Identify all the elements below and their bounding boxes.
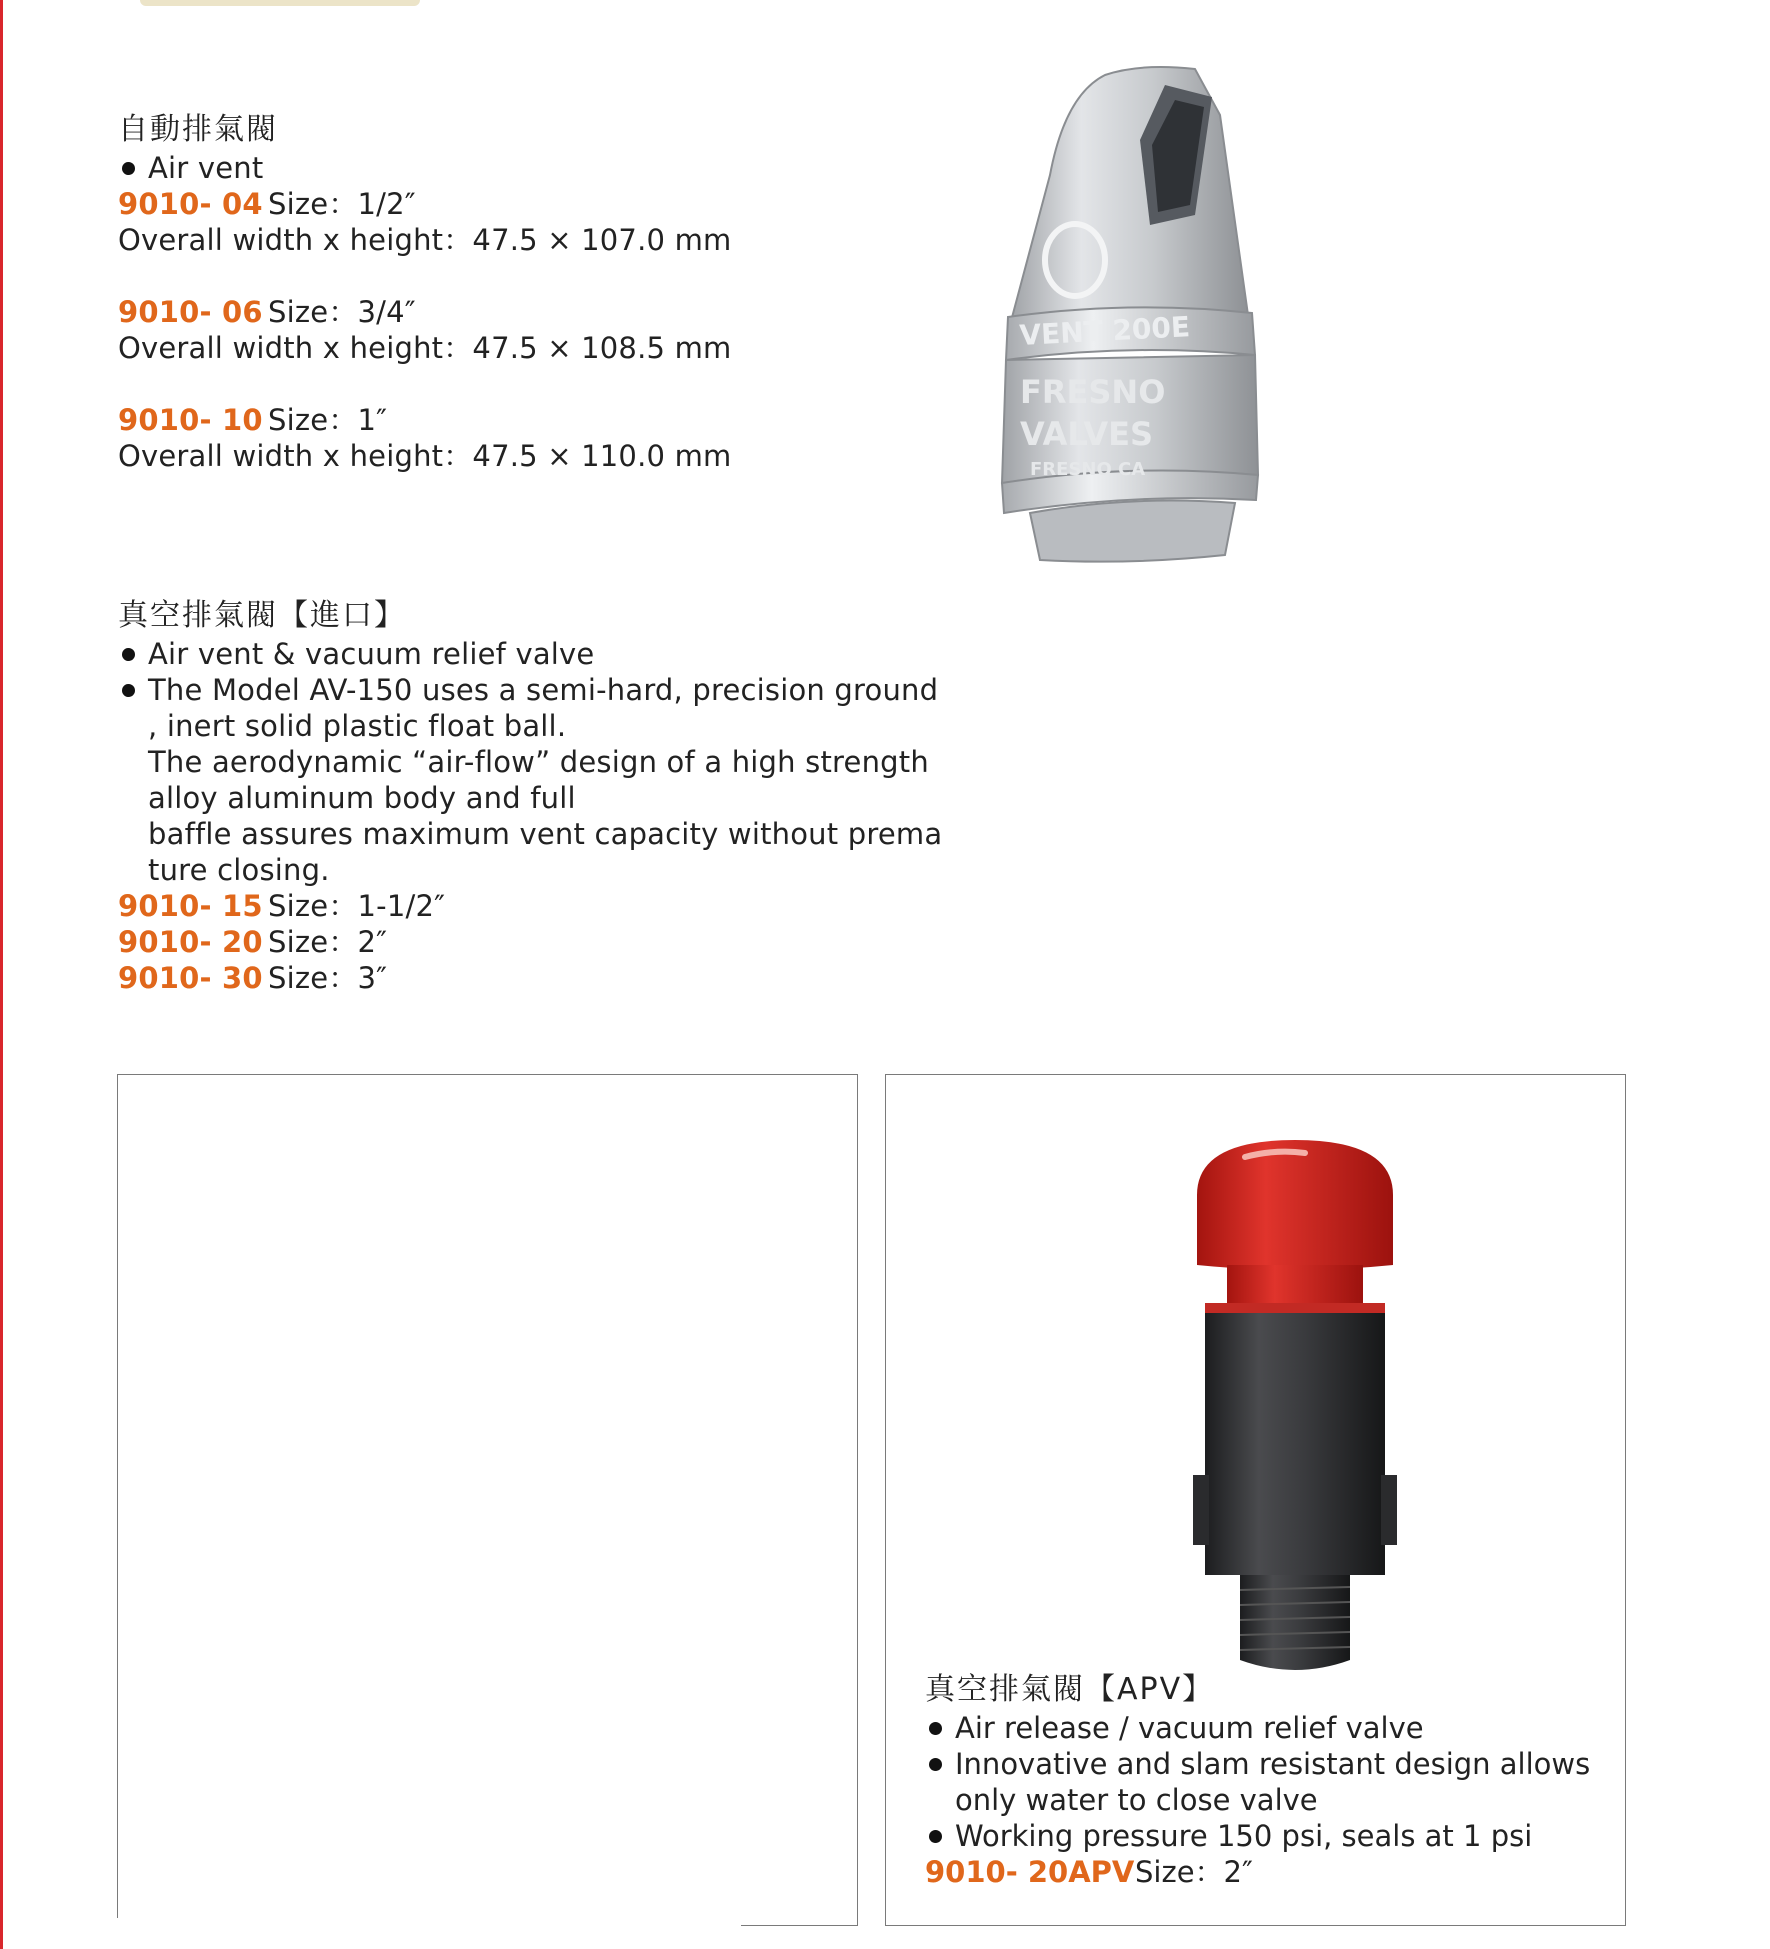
apv-section xyxy=(925,1672,1590,1890)
embossed-text: FRESNO xyxy=(1020,373,1166,411)
description-text: The aerodynamic “air-flow” design of a high strength xyxy=(148,745,929,779)
description-text: only water to close valve xyxy=(955,1783,1318,1817)
product-code: 9010- 20APV xyxy=(925,1855,1135,1889)
product-line xyxy=(118,924,942,960)
section-heading: 真空排氣閥【進口】 xyxy=(118,598,406,633)
product-size: Size：1″ xyxy=(268,403,388,437)
bullet-text: Innovative and slam resistant design allows xyxy=(925,1746,1590,1782)
product-line xyxy=(118,960,942,996)
section-heading: 自動排氣閥 xyxy=(118,112,278,147)
product-size: Size：2″ xyxy=(268,925,388,959)
product-line xyxy=(118,294,731,330)
embossed-text: VALVES xyxy=(1020,415,1154,453)
description-text: alloy aluminum body and full xyxy=(148,781,576,815)
product-size: Size：3″ xyxy=(268,961,388,995)
apv-valve-image xyxy=(1185,1135,1405,1680)
product-line xyxy=(118,888,942,924)
bullet-text: Air vent xyxy=(118,150,731,186)
air-vent-section xyxy=(118,112,731,474)
embossed-text: VENT 200E xyxy=(1018,310,1191,352)
description-text: baffle assures maximum vent capacity without prema xyxy=(148,817,943,851)
description-text: ture closing. xyxy=(148,853,330,887)
top-decoration xyxy=(140,0,420,6)
empty-product-frame xyxy=(117,1074,858,1926)
product-code: 9010- 30 xyxy=(118,961,263,995)
vacuum-relief-section xyxy=(118,598,942,996)
section-heading: 真空排氣閥【APV】 xyxy=(925,1672,1215,1707)
product-size: Size：2″ xyxy=(1135,1855,1253,1889)
page-edge-line xyxy=(0,0,3,1949)
bullet-text: The Model AV-150 uses a semi-hard, precision ground xyxy=(118,672,942,708)
product-dims: Overall width x height：47.5 × 107.0 mm xyxy=(118,223,732,257)
air-vent-image xyxy=(990,55,1330,575)
embossed-text: FRESNO CA xyxy=(1030,459,1146,480)
product-size: Size：3/4″ xyxy=(268,295,416,329)
product-size: Size：1/2″ xyxy=(268,187,416,221)
product-code: 9010- 06 xyxy=(118,295,263,329)
product-code: 9010- 15 xyxy=(118,889,263,923)
product-code: 9010- 10 xyxy=(118,403,263,437)
product-line xyxy=(925,1854,1590,1890)
bullet-text: Working pressure 150 psi, seals at 1 psi xyxy=(925,1818,1590,1854)
product-line xyxy=(118,186,731,222)
product-line xyxy=(118,402,731,438)
product-size: Size：1-1/2″ xyxy=(268,889,446,923)
product-code: 9010- 04 xyxy=(118,187,263,221)
product-dims: Overall width x height：47.5 × 110.0 mm xyxy=(118,439,732,473)
frame-gap xyxy=(117,1918,741,1928)
bullet-text: Air vent & vacuum relief valve xyxy=(118,636,942,672)
product-dims: Overall width x height：47.5 × 108.5 mm xyxy=(118,331,732,365)
description-text: , inert solid plastic float ball. xyxy=(148,709,567,743)
product-code: 9010- 20 xyxy=(118,925,263,959)
bullet-text: Air release / vacuum relief valve xyxy=(925,1710,1590,1746)
